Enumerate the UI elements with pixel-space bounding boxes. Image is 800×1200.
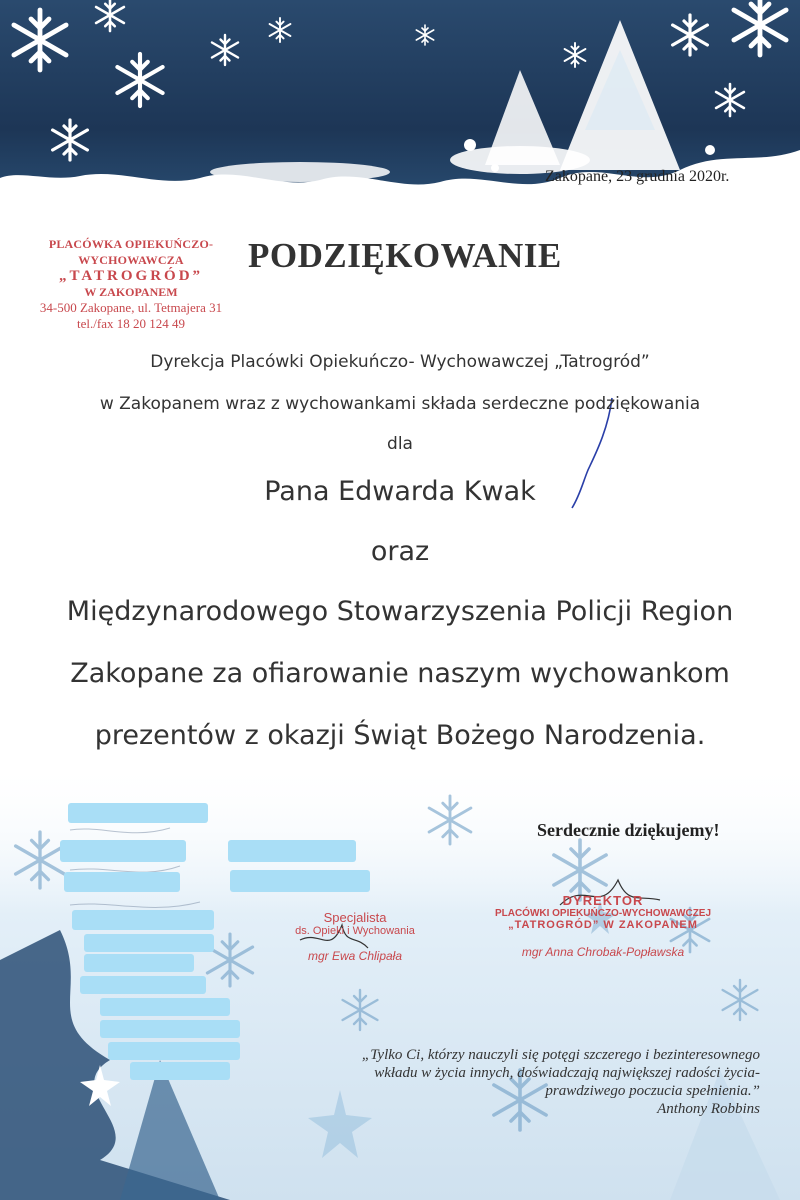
quote-author: Anthony Robbins <box>657 1101 760 1117</box>
specialist-title: Specjalista <box>323 910 387 925</box>
redaction-bar <box>100 998 230 1016</box>
document-date: Zakopane, 23 grudnia 2020r. <box>545 168 730 185</box>
redaction-bar <box>108 1042 240 1060</box>
closing-thanks: Serdecznie dziękujemy! <box>537 820 720 840</box>
quote-line-3: prawdziwego poczucia spełnienia.” <box>545 1083 760 1099</box>
stamp-line-1: PLACÓWKA OPIEKUŃCZO-WYCHOWAWCZA <box>48 237 214 267</box>
redaction-bar <box>72 910 214 930</box>
redaction-bar <box>84 934 214 952</box>
organization-line-1: Międzynarodowego Stowarzyszenia Policji Region <box>66 596 734 627</box>
specialist-stamp <box>255 910 455 963</box>
stamp-line-2: „TATROGRÓD” <box>58 268 204 284</box>
intro-line-3: dla <box>387 434 413 454</box>
quote-line-1: „Tylko Ci, którzy nauczyli się potęgi szczerego i bezinteresownego <box>361 1047 760 1063</box>
director-stamp <box>478 893 728 959</box>
organization-line-3: prezentów z okazji Świąt Bożego Narodzenia. <box>94 720 706 751</box>
document-title: PODZIĘKOWANIE <box>248 236 562 275</box>
stamp-line-5: tel./fax 18 20 124 49 <box>77 316 185 331</box>
specialist-subtitle: ds. Opieki i Wychowania <box>295 925 415 937</box>
redaction-bar <box>100 1020 240 1038</box>
intro-line-2: w Zakopanem wraz z wychowankami składa serdeczne podziękowania <box>99 394 701 414</box>
redaction-bar <box>60 840 186 862</box>
recipient-name: Pana Edwarda Kwak <box>264 476 536 507</box>
redaction-bar <box>64 872 180 892</box>
redaction-bar <box>228 840 356 862</box>
redaction-bar <box>68 803 208 823</box>
stamp-line-3: W ZAKOPANEM <box>84 285 178 299</box>
intro-line-1: Dyrekcja Placówki Opiekuńczo- Wychowawczej „Tatrogród” <box>150 352 650 372</box>
redaction-bar <box>230 870 370 892</box>
director-line-2: PLACÓWKI OPIEKUŃCZO-WYCHOWAWCZEJ <box>494 908 712 919</box>
director-line-3: „TATROGRÓD” W ZAKOPANEM <box>508 919 698 931</box>
quote-line-2: wkładu w życia innych, doświadczają największej radości życia- <box>374 1065 760 1081</box>
stamp-line-4: 34-500 Zakopane, ul. Tetmajera 31 <box>39 300 223 315</box>
organization-line-2: Zakopane za ofiarowanie naszym wychowankom <box>70 658 730 689</box>
institution-stamp <box>20 236 242 332</box>
motto-quote <box>250 1046 760 1118</box>
director-name: mgr Anna Chrobak-Popławska <box>521 945 685 959</box>
redaction-bar <box>130 1062 230 1080</box>
director-title: DYREKTOR <box>562 893 644 908</box>
conjunction: oraz <box>370 536 430 567</box>
redaction-bar <box>80 976 206 994</box>
specialist-name: mgr Ewa Chlipała <box>307 949 403 963</box>
redaction-bar <box>84 954 194 972</box>
